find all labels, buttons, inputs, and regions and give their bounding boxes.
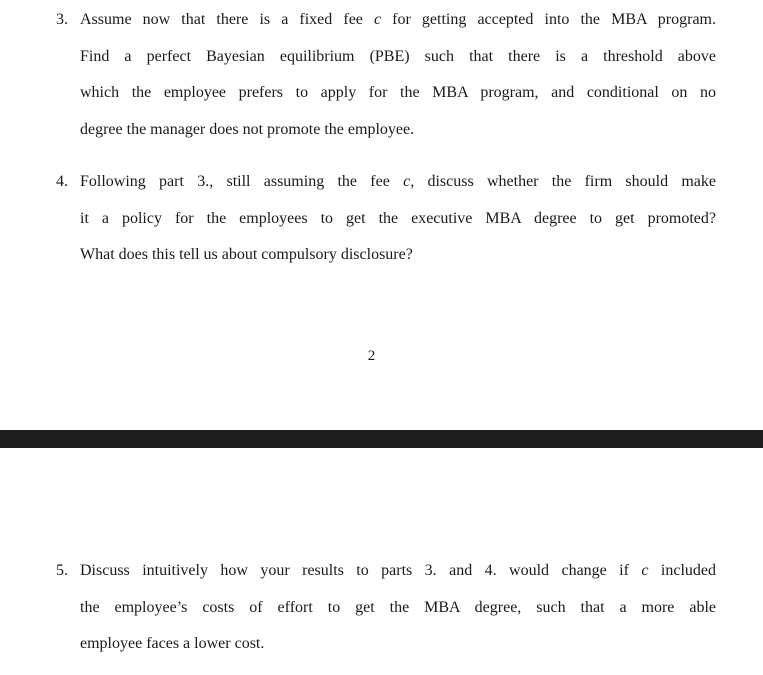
question-5 [56,553,716,663]
question-text [80,553,716,663]
text-line: Following part 3., still assuming the fee c, discuss whether the firm should make [80,173,716,190]
page-number: 2 [367,348,376,364]
page-break-divider [0,430,763,448]
text-line: it a policy for the employees to get the executive MBA degree to get promoted? [80,209,716,227]
text-line: Find a perfect Bayesian equilibrium (PBE) such that there is a threshold above [80,47,716,65]
text-line: which the employee prefers to apply for the MBA program, and conditional on no [80,84,716,101]
text-line: degree the manager does not promote the employee. [80,120,415,138]
text-line: Assume now that there is a fixed fee c for getting accepted into the MBA program. [80,11,716,28]
text-line: What does this tell us about compulsory disclosure? [80,246,413,263]
question-number: 4. [56,173,68,190]
question-number: 5. [56,562,68,579]
question-4 [56,164,716,274]
text-line: the employee’s costs of effort to get the MBA degree, such that a more able [80,598,716,616]
text-line: employee faces a lower cost. [80,635,265,652]
question-number: 3. [56,11,68,28]
text-line: Discuss intuitively how your results to parts 3. and 4. would change if c included [80,562,717,579]
question-text [80,164,716,274]
question-3 [56,2,716,148]
question-text [80,2,716,148]
